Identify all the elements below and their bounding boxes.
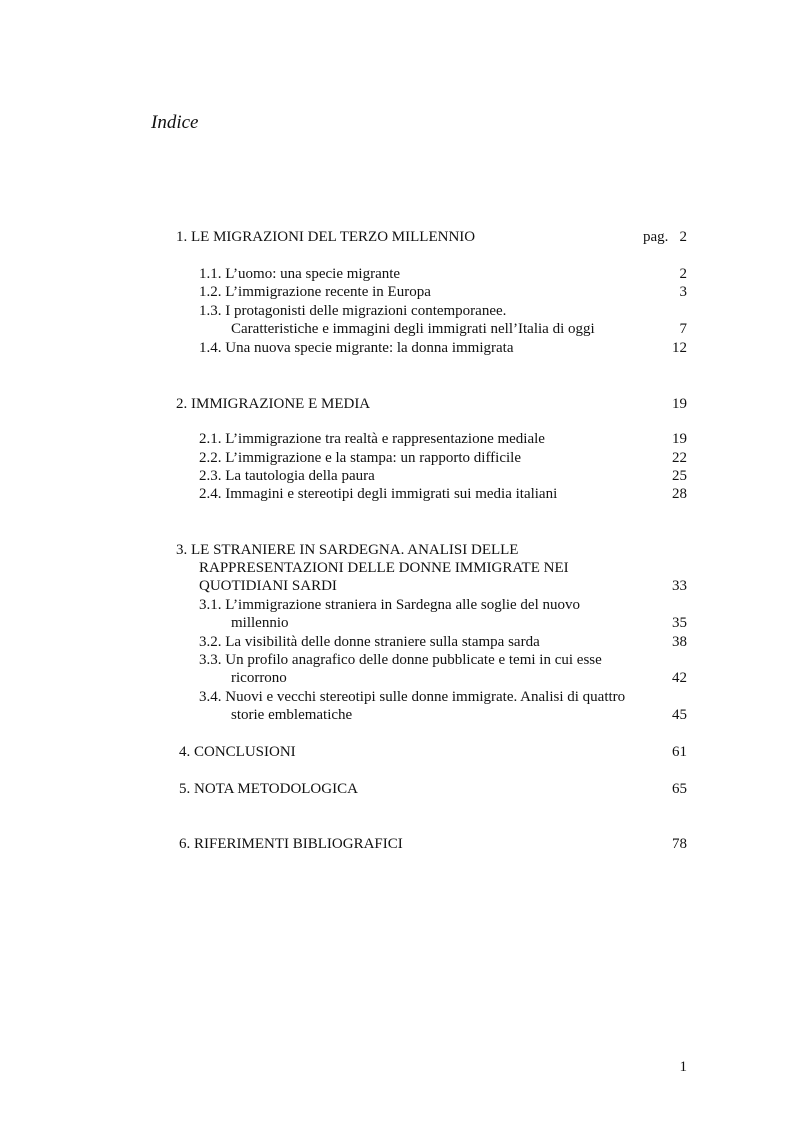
section-2-2-title: 2.2. L’immigrazione e la stampa: un rapporto difficile — [199, 450, 521, 466]
chapter-6-page: 78 — [672, 836, 687, 852]
section-2-2-page: 22 — [672, 450, 687, 466]
section-1-3-title: 1.3. I protagonisti delle migrazioni contemporanee. — [199, 303, 507, 319]
section-3-4-title: 3.4. Nuovi e vecchi stereotipi sulle donne immigrate. Analisi di quattro — [199, 689, 626, 705]
section-1-2-page: 3 — [679, 284, 687, 300]
chapter-6-title: 6. RIFERIMENTI BIBLIOGRAFICI — [179, 836, 403, 852]
section-3-3-title: 3.3. Un profilo anagrafico delle donne pubblicate e temi in cui esse — [199, 652, 602, 668]
section-2-3-title: 2.3. La tautologia della paura — [199, 468, 375, 484]
chapter-5-page: 65 — [672, 781, 687, 797]
section-3-1-page: 35 — [672, 615, 687, 631]
section-3-3-page: 42 — [672, 670, 687, 686]
section-3-2-page: 38 — [672, 634, 687, 650]
section-1-4-page: 12 — [672, 340, 687, 356]
page-number: 1 — [679, 1059, 687, 1075]
section-1-1-title: 1.1. L’uomo: una specie migrante — [199, 266, 401, 282]
chapter-3-title-cont-2: QUOTIDIANI SARDI — [199, 578, 337, 594]
section-2-3-page: 25 — [672, 468, 687, 484]
section-3-4-page: 45 — [672, 707, 687, 723]
page-title: Indice — [151, 112, 199, 133]
section-1-1-page: 2 — [679, 266, 687, 282]
section-2-1-title: 2.1. L’immigrazione tra realtà e rappresentazione mediale — [199, 431, 545, 447]
section-1-3-title-cont: Caratteristiche e immagini degli immigrati nell’Italia di oggi — [231, 321, 595, 337]
chapter-4-title: 4. CONCLUSIONI — [179, 744, 296, 760]
section-2-1-page: 19 — [672, 431, 687, 447]
chapter-2-title: 2. IMMIGRAZIONE E MEDIA — [176, 396, 371, 412]
section-3-1-title: 3.1. L’immigrazione straniera in Sardegna alle soglie del nuovo — [199, 597, 581, 613]
chapter-3-page: 33 — [672, 578, 687, 594]
chapter-1-page: 2 — [679, 229, 687, 245]
chapter-1-title: 1. LE MIGRAZIONI DEL TERZO MILLENNIO — [176, 229, 476, 245]
section-3-2-title: 3.2. La visibilità delle donne straniere sulla stampa sarda — [199, 634, 540, 650]
section-3-4-title-cont: storie emblematiche — [231, 707, 353, 723]
chapter-4-page: 61 — [672, 744, 687, 760]
section-3-3-title-cont: ricorrono — [231, 670, 287, 686]
chapter-3-title-cont-1: RAPPRESENTAZIONI DELLE DONNE IMMIGRATE NEI — [199, 560, 569, 576]
section-2-4-title: 2.4. Immagini e stereotipi degli immigrati sui media italiani — [199, 486, 558, 502]
section-1-2-title: 1.2. L’immigrazione recente in Europa — [199, 284, 431, 300]
chapter-5-title: 5. NOTA METODOLOGICA — [179, 781, 358, 797]
section-2-4-page: 28 — [672, 486, 687, 502]
section-3-1-title-cont: millennio — [231, 615, 289, 631]
pag-label: pag. — [643, 229, 669, 245]
chapter-3-title: 3. LE STRANIERE IN SARDEGNA. ANALISI DELLE — [176, 542, 519, 558]
section-1-3-page: 7 — [679, 321, 687, 337]
section-1-4-title: 1.4. Una nuova specie migrante: la donna immigrata — [199, 340, 514, 356]
chapter-2-page: 19 — [672, 396, 687, 412]
